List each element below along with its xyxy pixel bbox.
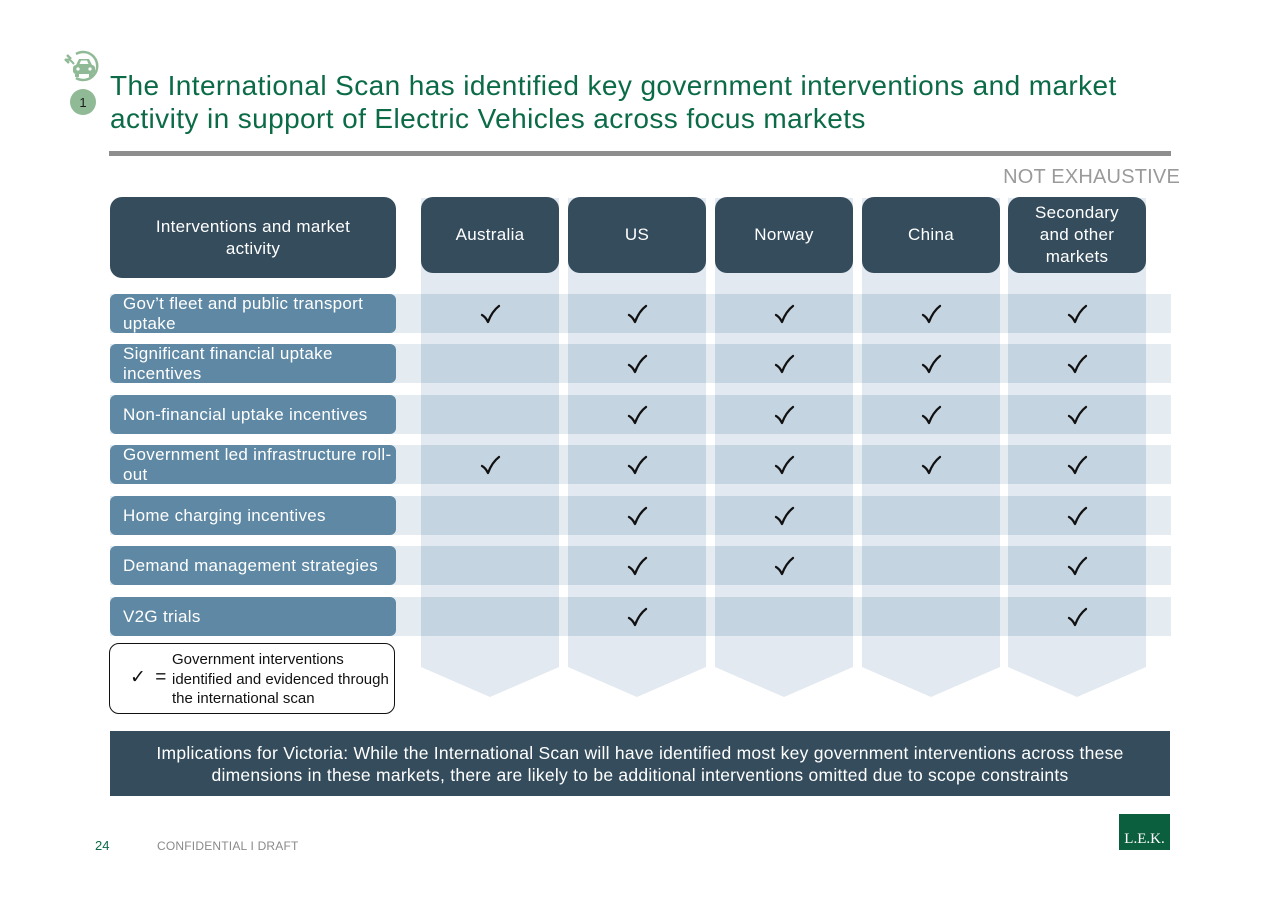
column-header-us: US xyxy=(568,197,706,273)
row-label-financial-incentives: Significant financial uptake incentives xyxy=(110,344,396,383)
check-mark-icon xyxy=(568,395,706,434)
column-header-china: China xyxy=(862,197,1000,273)
table-cell-china xyxy=(862,496,1000,535)
check-mark-icon xyxy=(715,496,853,535)
check-mark-icon xyxy=(1008,395,1146,434)
check-mark-icon xyxy=(568,546,706,585)
check-mark-icon xyxy=(1008,294,1146,333)
check-mark-icon xyxy=(715,395,853,434)
check-mark-icon xyxy=(1008,496,1146,535)
check-mark-icon xyxy=(1008,597,1146,636)
step-number-badge: 1 xyxy=(70,89,96,115)
check-mark-icon xyxy=(715,344,853,383)
legend-box xyxy=(109,643,395,714)
table-cell-australia xyxy=(421,546,559,585)
implications-banner: Implications for Victoria: While the International Scan will have identified most key government interventions across these dimensions in these markets, there are likely to be additional interventions omitted due to scope constraints xyxy=(110,731,1170,796)
check-mark-icon xyxy=(862,294,1000,333)
table-cell-australia xyxy=(421,496,559,535)
check-mark-icon xyxy=(568,496,706,535)
check-mark-icon xyxy=(715,294,853,333)
check-mark-icon xyxy=(1008,445,1146,484)
title-divider xyxy=(109,151,1171,156)
check-mark-icon xyxy=(1008,344,1146,383)
column-header-norway: Norway xyxy=(715,197,853,273)
lek-logo: L.E.K. xyxy=(1119,814,1170,850)
check-mark-icon xyxy=(421,445,559,484)
check-mark-icon xyxy=(568,344,706,383)
check-mark-icon xyxy=(1008,546,1146,585)
row-label-infrastructure-rollout: Government led infrastructure roll-out xyxy=(110,445,396,484)
check-mark-icon xyxy=(715,546,853,585)
page-title: The International Scan has identified key government interventions and market activity in support of Electric Vehicles across focus markets xyxy=(110,70,1117,134)
not-exhaustive-tag: NOT EXHAUSTIVE xyxy=(1003,166,1180,188)
page-number: 24 xyxy=(95,838,110,853)
check-mark-icon xyxy=(715,445,853,484)
table-cell-china xyxy=(862,597,1000,636)
check-mark-icon xyxy=(862,344,1000,383)
check-mark-icon xyxy=(568,597,706,636)
check-mark-icon xyxy=(862,395,1000,434)
column-header-australia: Australia xyxy=(421,197,559,273)
row-label-non-financial-incentives: Non-financial uptake incentives xyxy=(110,395,396,434)
check-mark-icon xyxy=(862,445,1000,484)
row-label-home-charging: Home charging incentives xyxy=(110,496,396,535)
legend-text: Government interventions identified and evidenced through the international scan xyxy=(172,651,389,707)
table-cell-norway xyxy=(715,597,853,636)
row-label-fleet-transport: Gov’t fleet and public transport uptake xyxy=(110,294,396,333)
legend-key xyxy=(130,666,166,689)
electric-car-icon xyxy=(62,48,104,84)
check-mark-icon xyxy=(568,294,706,333)
table-cell-australia xyxy=(421,395,559,434)
row-label-v2g-trials: V2G trials xyxy=(110,597,396,636)
column-header-secondary: Secondary and other markets xyxy=(1008,197,1146,273)
check-mark-icon: ✓ xyxy=(130,667,146,688)
table-cell-australia xyxy=(421,597,559,636)
legend-equals: = xyxy=(155,667,167,688)
table-cell-china xyxy=(862,546,1000,585)
table-cell-australia xyxy=(421,344,559,383)
label-column-header: Interventions and market activity xyxy=(110,197,396,278)
check-mark-icon xyxy=(568,445,706,484)
check-mark-icon xyxy=(421,294,559,333)
confidential-label: CONFIDENTIAL I DRAFT xyxy=(157,839,299,853)
row-label-demand-management: Demand management strategies xyxy=(110,546,396,585)
